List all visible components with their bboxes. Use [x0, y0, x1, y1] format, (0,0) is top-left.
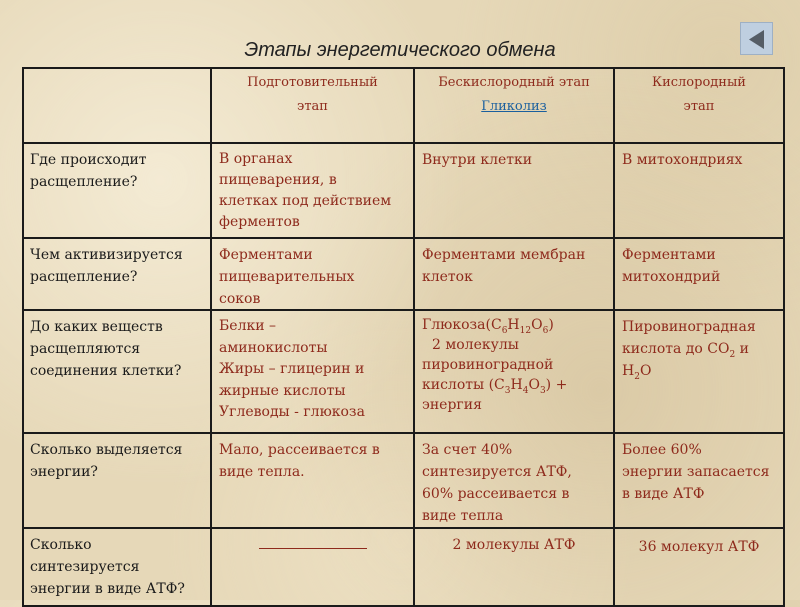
prep-products: Белки – аминокислоты Жиры – глицерин и жирные кислоты Углеводы - глюкоза	[210, 309, 415, 434]
prep-activator: Ферментами пищеварительных соков	[210, 237, 415, 311]
co2-formula: кислота до $CO_2$ и	[622, 341, 749, 360]
blank-line	[259, 548, 367, 549]
glycolysis-link[interactable]: Гликолиз	[481, 99, 547, 114]
question-energy: Сколько выделяется энергии?	[22, 432, 212, 529]
oxygen-energy: Более 60% энергии запасается в виде АТФ	[613, 432, 785, 529]
header-oxygen: Кислородный этап	[613, 67, 785, 144]
anaerobic-energy: За счет 40% синтезируется АТФ, 60% рассеивается в виде тепла	[413, 432, 615, 529]
header-empty-cell	[22, 67, 212, 144]
pyruvate-formula: кислоты $(C_3H_4O_3)$ +	[422, 377, 568, 396]
prep-atp	[210, 527, 415, 607]
oxygen-atp: 36 молекул АТФ	[613, 527, 785, 607]
glucose-formula: $Глюкоза(C_6H_{12}O_6)$	[422, 317, 554, 336]
anaerobic-activator: Ферментами мембран клеток	[413, 237, 615, 311]
header-prep: Подготовительный этап	[210, 67, 415, 144]
h2o-formula: $H_2O$	[622, 363, 652, 382]
oxygen-activator: Ферментами митохондрий	[613, 237, 785, 311]
oxygen-products: Пировиноградная кислота до $CO_2$ и $H_2O$	[613, 309, 785, 434]
oxygen-where: В митохондриях	[613, 142, 785, 239]
prep-where: В органах пищеварения, в клетках под действием ферментов	[210, 142, 415, 239]
question-where: Где происходит расщепление?	[22, 142, 212, 239]
question-atp: Сколько синтезируется энергии в виде АТФ?	[22, 527, 212, 607]
back-button[interactable]	[740, 22, 773, 55]
anaerobic-where: Внутри клетки	[413, 142, 615, 239]
header-anaerobic: Бескислородный этап Гликолиз	[413, 67, 615, 144]
page-title: Этапы энергетического обмена	[244, 39, 556, 61]
anaerobic-products: $Глюкоза(C_6H_{12}O_6)$ 2 молекулы пировиноградной кислоты $(C_3H_4O_3)$ + энергия	[413, 309, 615, 434]
triangle-left-icon	[741, 23, 774, 56]
anaerobic-atp: 2 молекулы АТФ	[413, 527, 615, 607]
question-products: До каких веществ расщепляются соединения клетки?	[22, 309, 212, 434]
question-activator: Чем активизируется расщепление?	[22, 237, 212, 311]
prep-energy: Мало, рассеивается в виде тепла.	[210, 432, 415, 529]
